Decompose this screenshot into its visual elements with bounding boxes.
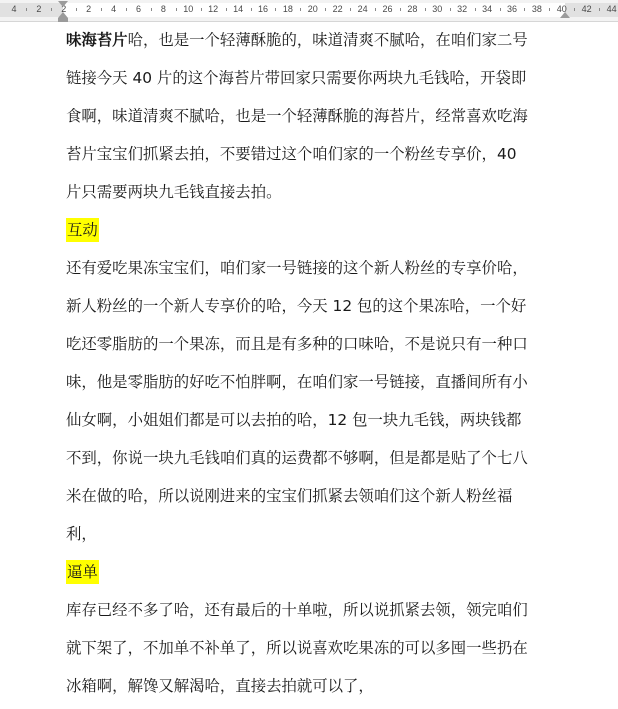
right-indent-marker[interactable] [560, 12, 570, 18]
ruler-label: 34 [482, 4, 493, 14]
paragraph-line: 库存已经不多了哈，还有最后的十单啦，所以说抓紧去领，领完咱们 [66, 601, 528, 619]
paragraph-line: 吃还零脂肪的一个果冻，而且是有多种的口味哈，不是说只有一种口 [66, 335, 528, 353]
horizontal-ruler[interactable] [0, 0, 618, 22]
paragraph-line: 米在做的哈，所以说刚进来的宝宝们抓紧去领咱们这个新人粉丝福 [66, 487, 513, 505]
ruler-tick [76, 8, 77, 11]
ruler-tick [176, 8, 177, 11]
section-heading-line [66, 215, 578, 253]
paragraph-line: 味，他是零脂肪的好吃不怕胖啊，在咱们家一号链接，直播间所有小 [66, 373, 528, 391]
paragraph-line: 片只需要两块九毛钱直接去拍。 [66, 183, 282, 201]
paragraph-line: 不到，你说一块九毛钱咱们真的运费都不够啊，但是都是贴了个七八 [66, 449, 528, 467]
bold-lead-text: 味海苔片 [66, 31, 128, 49]
paragraph-text: 哈，也是一个轻薄酥脆的，味道清爽不腻哈，在咱们家二号 [127, 31, 528, 49]
ruler-tick [524, 8, 525, 11]
ruler-tick [574, 8, 575, 11]
ruler-tick [350, 8, 351, 11]
ruler-tick [500, 8, 501, 11]
paragraph-line: 利， [66, 525, 97, 543]
ruler-left-margin [0, 3, 63, 17]
ruler-tick [275, 8, 276, 11]
ruler-tick [226, 8, 227, 11]
ruler-label: 8 [160, 4, 166, 14]
ruler-tick [251, 8, 252, 11]
ruler-label: 20 [307, 4, 318, 14]
ruler-label: 32 [457, 4, 468, 14]
ruler-label: 24 [357, 4, 368, 14]
ruler-tick [26, 8, 27, 11]
ruler-label: 22 [332, 4, 343, 14]
ruler-label: 42 [581, 4, 592, 14]
ruler-label: 6 [135, 4, 142, 14]
ruler-tick [400, 8, 401, 11]
ruler-label: 2 [36, 4, 42, 14]
ruler-label: 14 [233, 4, 244, 14]
paragraph-line: 冰箱啊，解馋又解渴哈，直接去拍就可以了， [66, 677, 374, 695]
paragraph-line: 苔片宝宝们抓紧去拍，不要错过这个咱们家的一个粉丝专享价，40 [66, 145, 517, 163]
ruler-label: 16 [257, 4, 269, 14]
ruler-label: 36 [506, 4, 518, 14]
ruler-tick [475, 8, 476, 11]
ruler-label: 2 [86, 4, 92, 14]
ruler-tick [126, 8, 127, 11]
ruler-tick [549, 8, 550, 11]
ruler-tick [450, 8, 451, 11]
paragraph-line: 新人粉丝的一个新人专享价的哈，今天 12 包的这个果冻哈，一个好 [66, 297, 527, 315]
paragraph-line [66, 25, 578, 63]
ruler-tick [325, 8, 326, 11]
section-heading-line [66, 557, 578, 595]
section-heading-push: 逼单 [66, 560, 99, 584]
ruler-label: 18 [282, 4, 293, 14]
paragraph-line: 食啊，味道清爽不腻哈，也是一个轻薄酥脆的海苔片，经常喜欢吃海 [66, 107, 528, 125]
ruler-label: 4 [11, 4, 17, 14]
ruler-label: 38 [531, 4, 542, 14]
ruler-tick [300, 8, 301, 11]
ruler-label: 12 [208, 4, 219, 14]
paragraph-line: 仙女啊，小姐姐们都是可以去拍的哈，12 包一块九毛钱，两块钱都 [66, 411, 522, 429]
ruler-tick [599, 8, 600, 11]
ruler-label: 44 [606, 4, 617, 14]
first-line-indent-marker[interactable] [58, 1, 68, 7]
ruler-tick [375, 8, 376, 11]
ruler-label: 28 [407, 4, 418, 14]
ruler-tick [201, 8, 202, 11]
left-indent-marker[interactable] [58, 18, 68, 22]
section-heading-interaction: 互动 [66, 218, 99, 242]
ruler-label: 10 [183, 4, 194, 14]
ruler-tick [425, 8, 426, 11]
document-body[interactable] [66, 25, 578, 709]
ruler-label: 4 [111, 4, 117, 14]
ruler-label: 40 [556, 4, 567, 14]
paragraph-line: 链接今天 40 片的这个海苔片带回家只需要你两块九毛钱哈，开袋即 [66, 69, 527, 87]
ruler-tick [51, 8, 52, 11]
ruler-label: 2 [61, 4, 67, 14]
paragraph-line: 就下架了，不加单不补单了，所以说喜欢吃果冻的可以多囤一些扔在 [66, 639, 528, 657]
ruler-label: 30 [432, 4, 443, 14]
ruler-tick [101, 8, 102, 11]
ruler-label: 26 [382, 4, 393, 14]
paragraph-line: 还有爱吃果冻宝宝们，咱们家一号链接的这个新人粉丝的专享价哈， [66, 259, 528, 277]
ruler-tick [151, 8, 152, 11]
